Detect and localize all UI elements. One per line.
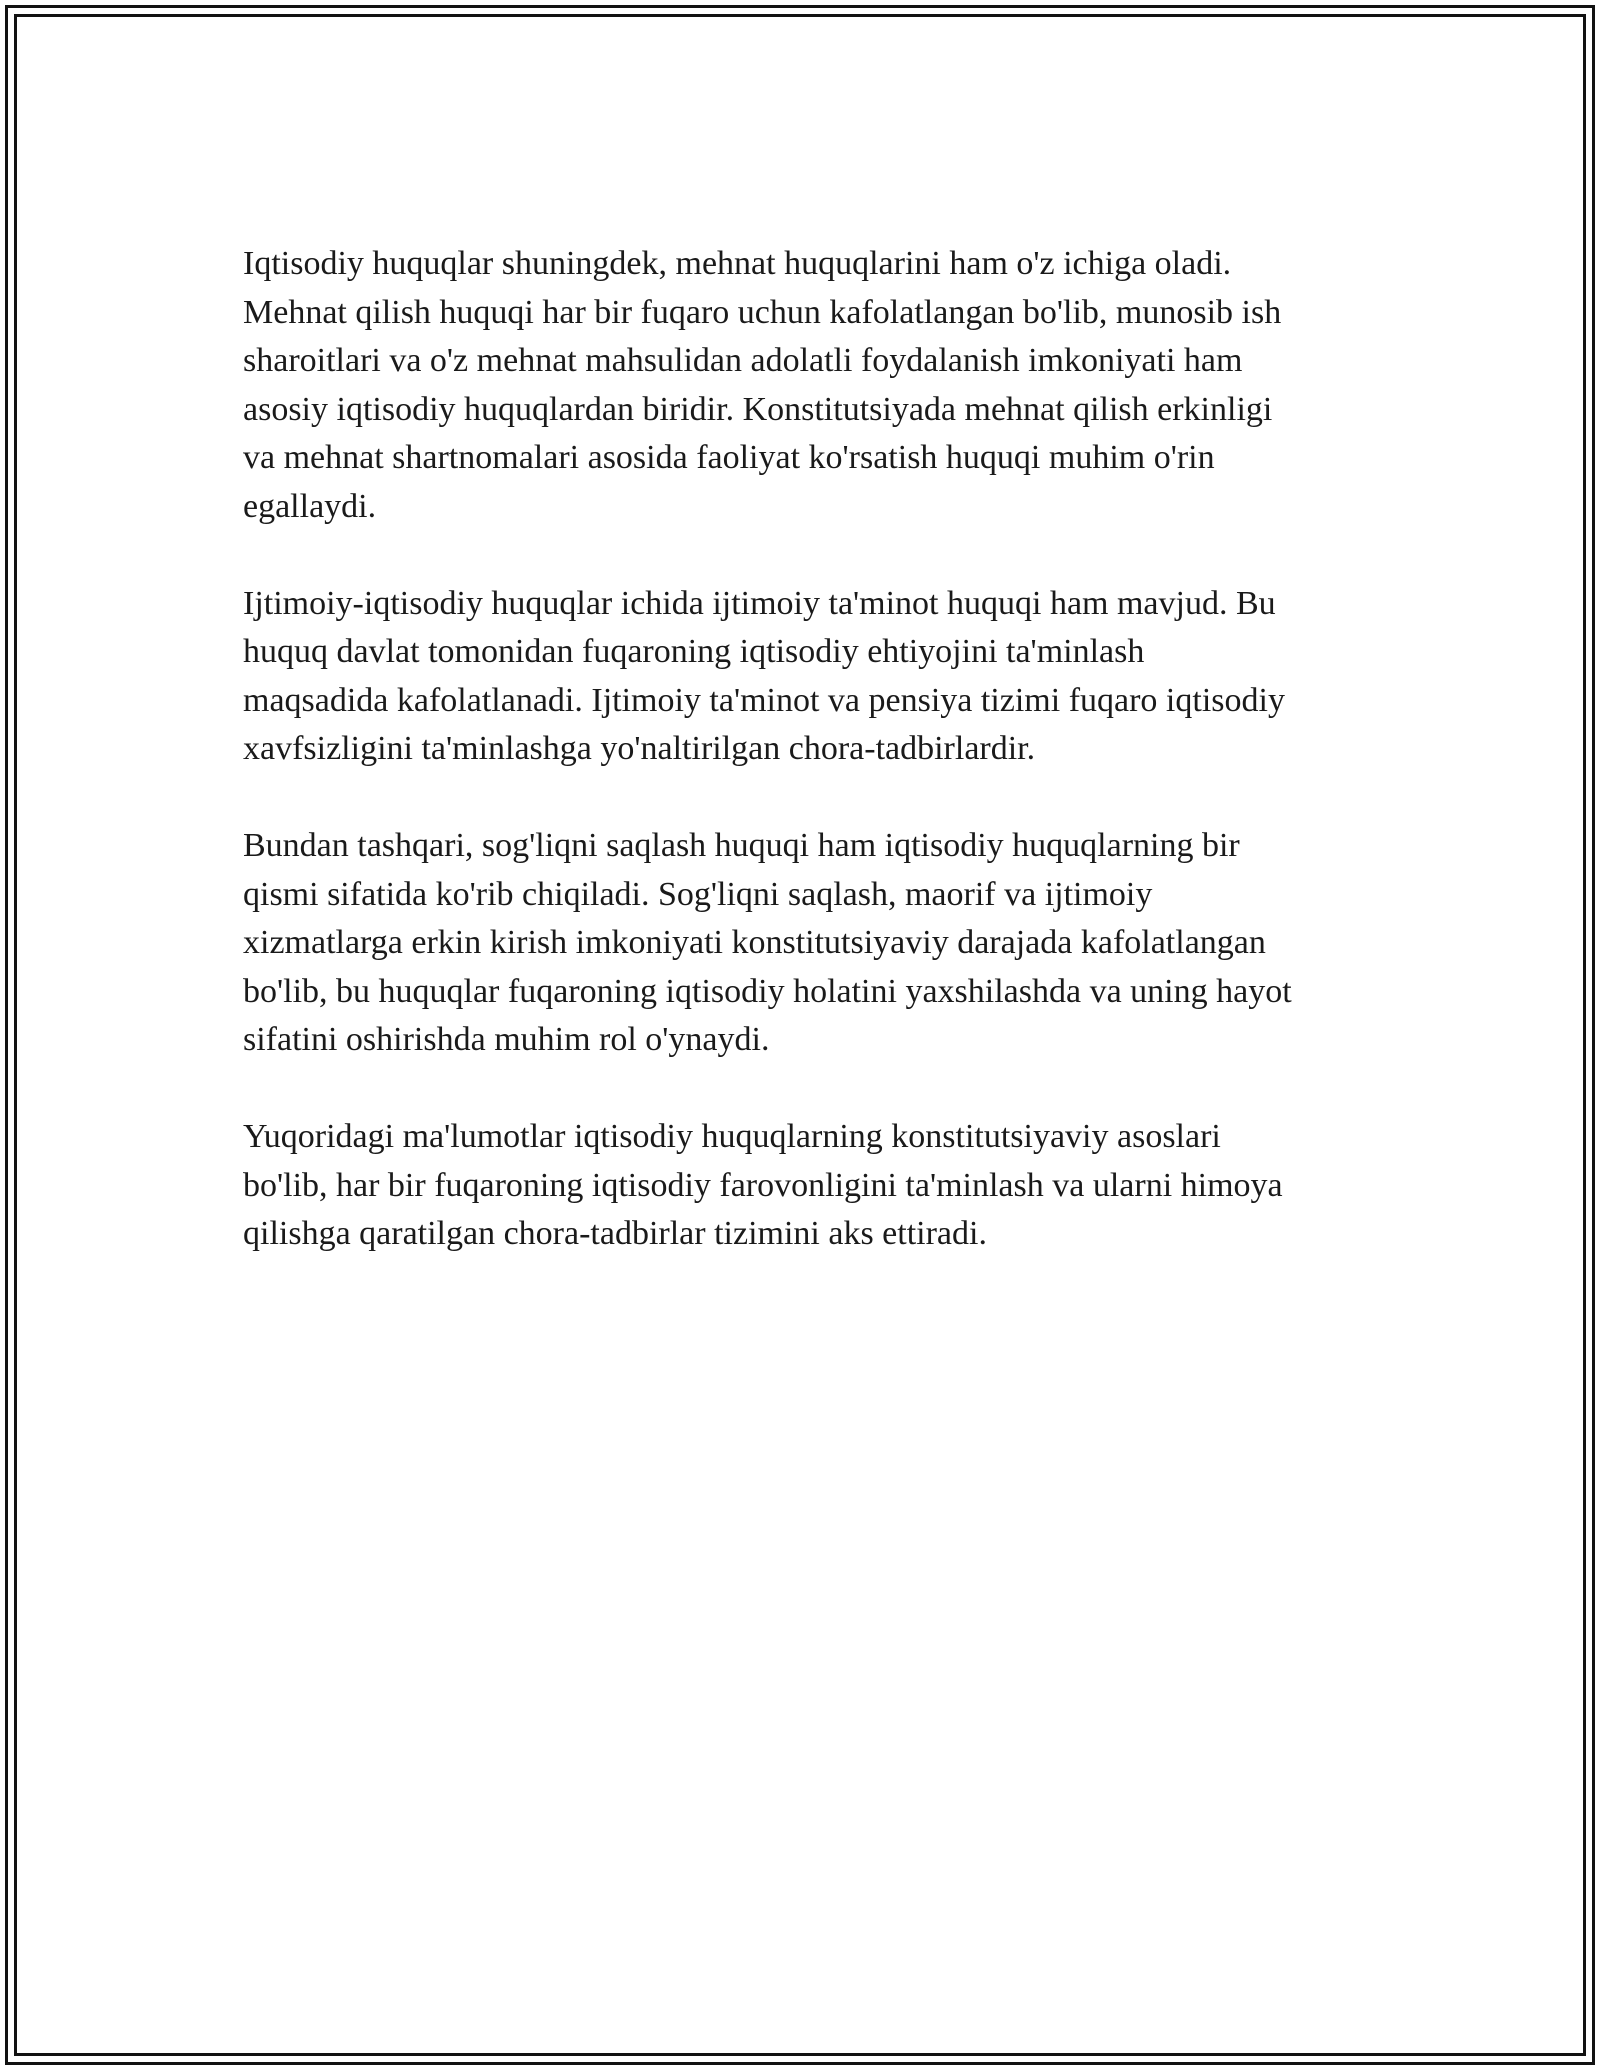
text-line: Ijtimoiy-iqtisodiy huquqlar ichida ijtimoiy ta'minot huquqi ham mavjud. Bu [243,584,1276,622]
text-line: qismi sifatida ko'rib chiqiladi. Sog'liqni saqlash, maorif va ijtimoiy [243,875,1153,913]
text-line: xavfsizligini ta'minlashga yo'naltirilgan chora-tadbirlardir. [243,730,1036,767]
paragraph-health-rights [243,822,1383,1065]
text-line: maqsadida kafolatlanadi. Ijtimoiy ta'minot va pensiya tizimi fuqaro iqtisodiy [243,681,1285,719]
text-line: sharoitlari va o'z mehnat mahsulidan adolatli foydalanish imkoniyati ham [243,342,1243,379]
text-line: va mehnat shartnomalari asosida faoliyat ko'rsatish huquqi muhim o'rin [243,439,1215,476]
paragraph-labor-rights [243,240,1383,531]
paragraph-social-security [243,580,1383,774]
text-line: huquq davlat tomonidan fuqaroning iqtisodiy ehtiyojini ta'minlash [243,633,1145,670]
text-line: qilishga qaratilgan chora-tadbirlar tizimini aks ettiradi. [243,1215,987,1252]
text-line: bo'lib, har bir fuqaroning iqtisodiy farovonligini ta'minlash va ularni himoya [243,1166,1283,1204]
text-line: asosiy iqtisodiy huquqlardan biridir. Konstitutsiyada mehnat qilish erkinligi [243,390,1273,428]
text-line: sifatini oshirishda muhim rol o'ynaydi. [243,1021,770,1058]
paragraph-conclusion [243,1113,1383,1259]
page-frame [5,5,1595,2065]
text-line: egallaydi. [243,487,377,525]
text-line: Yuqoridagi ma'lumotlar iqtisodiy huquqlarning konstitutsiyaviy asoslari [243,1118,1221,1155]
text-line: Mehnat qilish huquqi har bir fuqaro uchun kafolatlangan bo'lib, munosib ish [243,293,1282,331]
text-line: Iqtisodiy huquqlar shuningdek, mehnat huquqlarini ham o'z ichiga oladi. [243,245,1232,282]
text-line: Bundan tashqari, sog'liqni saqlash huquqi ham iqtisodiy huquqlarning bir [243,827,1240,864]
text-line: xizmatlarga erkin kirish imkoniyati konstitutsiyaviy darajada kafolatlangan [243,924,1266,961]
text-line: bo'lib, bu huquqlar fuqaroning iqtisodiy holatini yaxshilashda va uning hayot [243,972,1292,1010]
document-body [243,240,1383,1259]
